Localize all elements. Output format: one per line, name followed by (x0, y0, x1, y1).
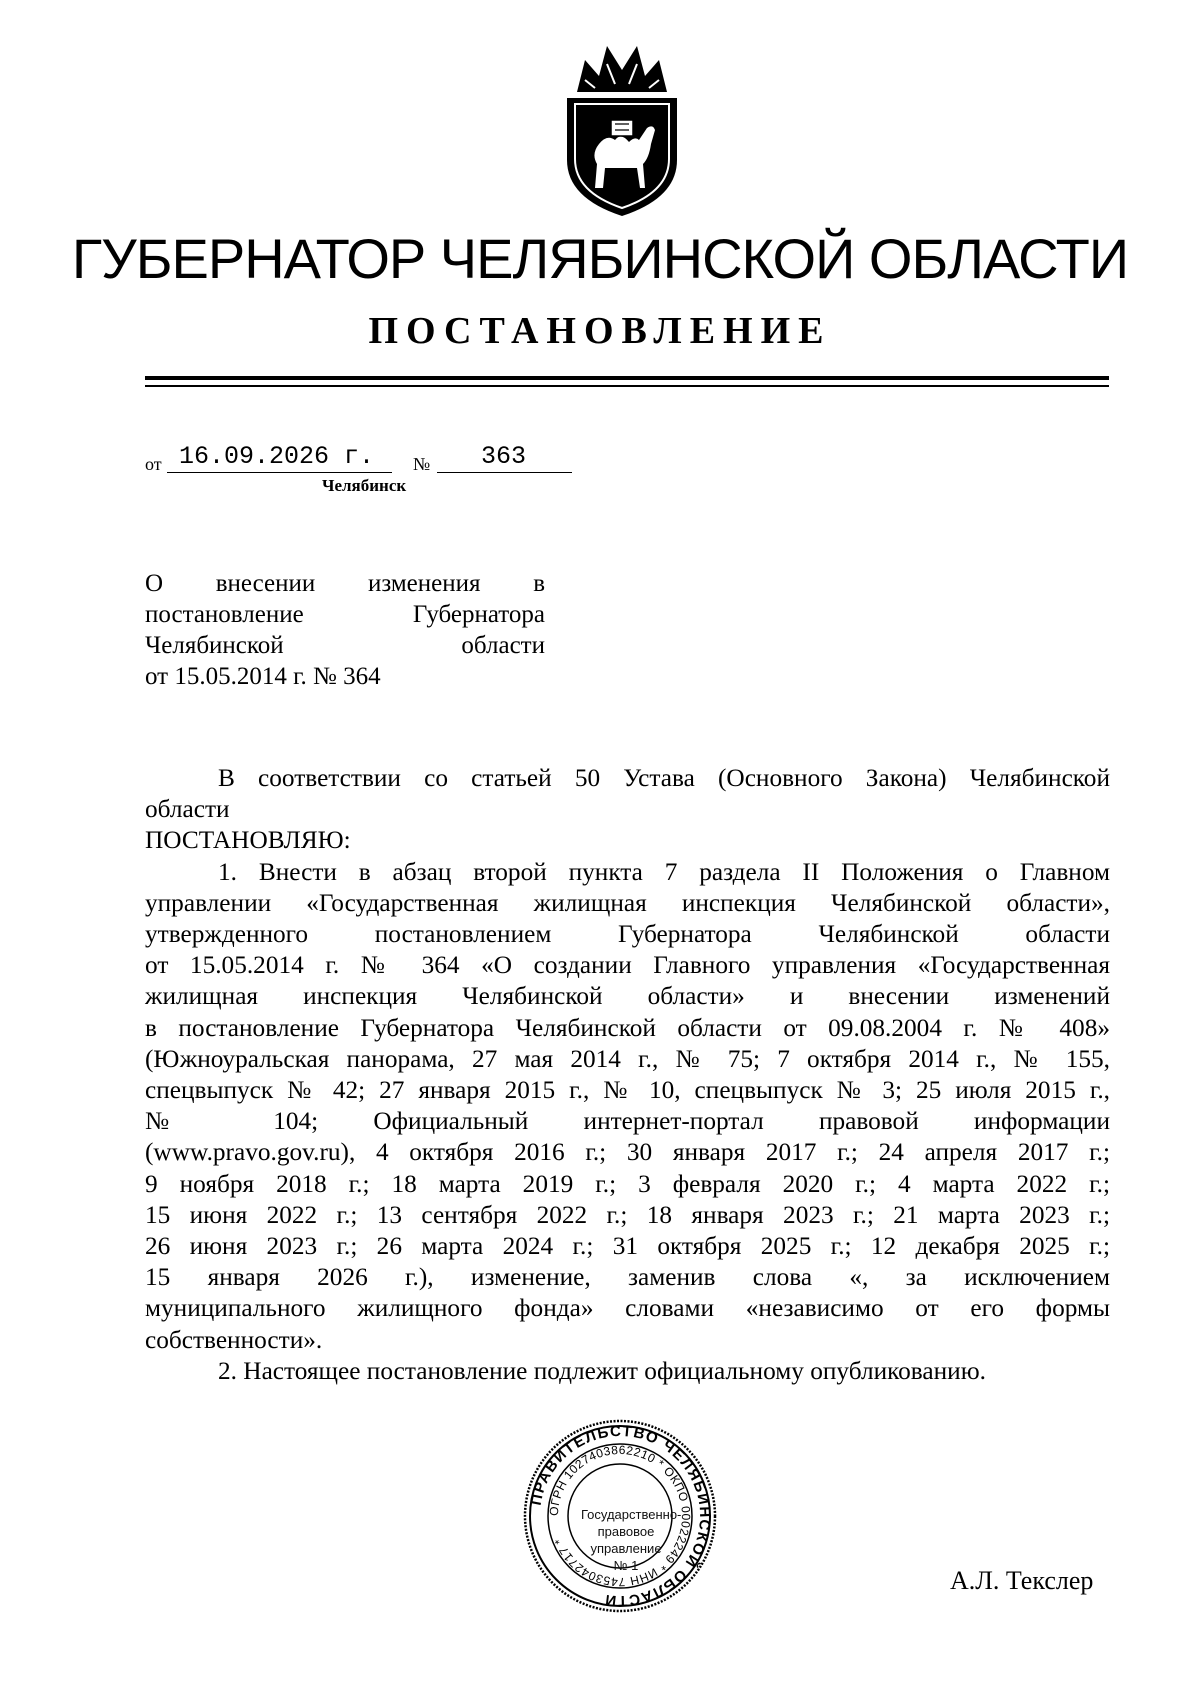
item1-line: (www.pravo.gov.ru), 4 октября 2016 г.; 30 января 2017 г.; 24 апреля 2017 г.; (145, 1138, 1110, 1167)
item1-line: управлении «Государственная жилищная инспекция Челябинской области», (145, 888, 1110, 917)
header-rule-thin (145, 385, 1109, 387)
item1-line: 15 июня 2022 г.; 13 сентября 2022 г.; 18 января 2023 г.; 21 марта 2023 г.; (145, 1200, 1110, 1229)
preamble-line: В соответствии со статьей 50 Устава (Основного Закона) Челябинской (218, 764, 1110, 792)
item1-line: № 104; Официальный интернет-портал правовой информации (145, 1107, 1110, 1136)
seal-center-text: Государственно- правовое управление № 1 (581, 1507, 682, 1573)
coat-of-arms-camel-icon (555, 40, 689, 220)
item1-line: в постановление Губернатора Челябинской области от 09.08.2004 г. № 408» (145, 1013, 1110, 1042)
item1-line: 15 января 2026 г.), изменение, заменив слова «, за исключением (145, 1263, 1110, 1292)
item1-line: жилищная инспекция Челябинской области» и внесении изменений (145, 982, 1110, 1011)
city-name: Челябинск (322, 476, 407, 495)
subject-line: постановление Губернатора (145, 601, 545, 628)
number-underline (437, 472, 572, 473)
coat-of-arms-emblem (555, 40, 689, 220)
item2-line: 2. Настоящее постановление подлежит официальному опубликованию. (218, 1356, 986, 1385)
document-type: ПОСТАНОВЛЕНИЕ (368, 310, 832, 352)
item1-line: муниципального жилищного фонда» словами «независимо от его формы (145, 1294, 1110, 1323)
authority-title: ГУБЕРНАТОР ЧЕЛЯБИНСКОЙ ОБЛАСТИ (71, 227, 1129, 290)
signatory-name: А.Л. Текслер (950, 1566, 1094, 1595)
item1-line: 9 ноября 2018 г.; 18 марта 2019 г.; 3 февраля 2020 г.; 4 марта 2022 г.; (145, 1169, 1110, 1198)
resolve-word: ПОСТАНОВЛЯЮ: (145, 826, 351, 855)
item1-line: утвержденного постановлением Губернатора Челябинской области (145, 920, 1110, 949)
item1-line: собственности». (145, 1325, 323, 1354)
seal-inner-text: ОГРН 1027403862210 * ОКПО 00022249 * ИНН 7453042717 * (546, 1442, 694, 1590)
date-underline (167, 472, 392, 473)
document-date: 16.09.2026 г. (179, 442, 375, 471)
item1-line: 1. Внести в абзац второй пункта 7 раздела II Положения о Главном (218, 857, 1110, 886)
item1-line: от 15.05.2014 г. № 364 «О создании Главного управления «Государственная (145, 951, 1110, 980)
item1-line: 26 июня 2023 г.; 26 марта 2024 г.; 31 октября 2025 г.; 12 декабря 2025 г.; (145, 1232, 1110, 1261)
seal-outer-text: ПРАВИТЕЛЬСТВО ЧЕЛЯБИНСКОЙ ОБЛАСТИ (527, 1422, 714, 1610)
item1-line: (Южноуральская панорама, 27 мая 2014 г., № 75; 7 октября 2014 г., № 155, (145, 1044, 1110, 1073)
header-rule-thick (145, 376, 1109, 380)
subject-line: от 15.05.2014 г. № 364 (145, 663, 381, 690)
item1-line: спецвыпуск № 42; 27 января 2015 г., № 10, спецвыпуск № 3; 25 июля 2015 г., (145, 1076, 1110, 1105)
subject-line: Челябинской области (145, 632, 545, 659)
document-meta (145, 436, 605, 476)
preamble-line: области (145, 795, 230, 824)
document-body (145, 763, 1110, 1387)
subject-line: О внесении изменения в (145, 570, 545, 597)
date-label: от (145, 454, 162, 474)
number-label: № (413, 454, 431, 474)
document-subject (145, 568, 545, 692)
document-number: 363 (481, 442, 527, 471)
